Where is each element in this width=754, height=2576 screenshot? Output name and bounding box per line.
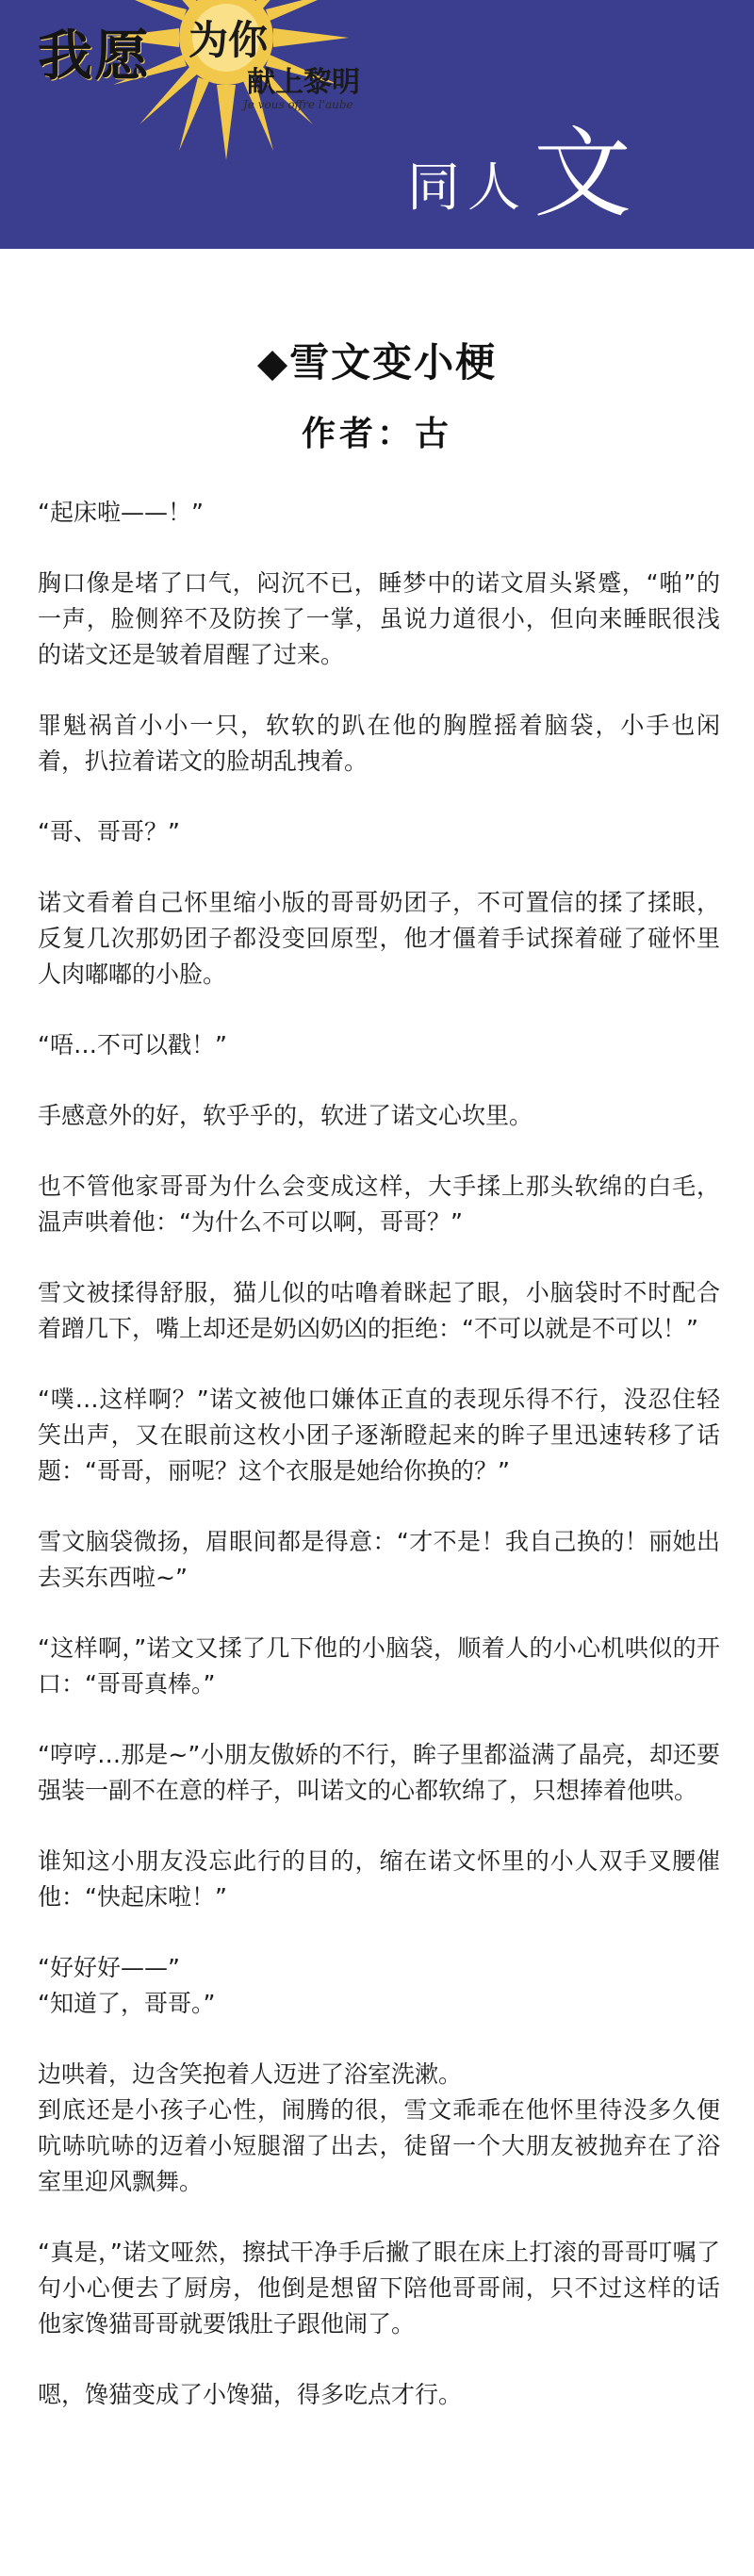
header-banner [0,0,754,249]
category-label-small: 同人 [407,157,528,219]
paragraph: 手感意外的好，软乎乎的，软进了诺文心坎里。 [38,1102,533,1129]
article-author: 作者：古 [301,415,452,453]
article-title: ◆雪文变小梗 [256,339,498,386]
paragraph: 雪文被揉得舒服，猫儿似的咕噜着眯起了眼，小脑袋时不时配合着蹭几下，嘴上却还是奶凶奶凶的拒绝：“不可以就是不可以！” [38,1279,720,1342]
paragraph: “好好好——” “知道了，哥哥。” [38,1954,216,2017]
paragraph: “噗…这样啊？”诺文被他口嫌体正直的表现乐得不行，没忍住轻笑出声，又在眼前这枚小团子逐渐瞪起来的眸子里迅速转移了话题：“哥哥，丽呢？这个衣服是她给你换的？” [38,1386,720,1485]
paragraph: 罪魁祸首小小一只，软软的趴在他的胸膛摇着脑袋，小手也闲着，扒拉着诺文的脸胡乱拽着。 [38,712,720,775]
paragraph: 胸口像是堵了口气，闷沉不已，睡梦中的诺文眉头紧蹙，“啪”的一声，脸侧猝不及防挨了一掌，虽说力道很小，但向来睡眠很浅的诺文还是皱着眉醒了过来。 [38,569,720,668]
logo-main-text: 我愿 [38,24,152,88]
paragraph: “这样啊，”诺文又揉了几下他的小脑袋，顺着人的小心机哄似的开口：“哥哥真棒。” [38,1634,720,1698]
paragraph: 雪文脑袋微扬，眉眼间都是得意：“才不是！我自己换的！丽她出去买东西啦~” [38,1528,720,1591]
logo-weini-text: 为你 [188,17,269,63]
logo-subtitle: 献上黎明 [247,66,360,99]
paragraph: 谁知这小朋友没忘此行的目的，缩在诺文怀里的小人双手叉腰催他：“快起床啦！” [38,1847,720,1911]
paragraph: “哼哼…那是~”小朋友傲娇的不行，眸子里都溢满了晶亮，却还要强装一副不在意的样子，叫诺文的心都软绵了，只想捧着他哄。 [38,1741,720,1804]
paragraph: 边哄着，边含笑抱着人迈进了浴室洗漱。 到底还是小孩子心性，闹腾的很，雪文乖乖在他怀里待没多久便吭哧吭哧的迈着小短腿溜了出去，徒留一个大朋友被抛弃在了浴室里迎风飘舞。 [38,2060,720,2195]
paragraph: “唔…不可以戳！” [38,1031,227,1058]
paragraph: “起床啦——！” [38,499,204,526]
paragraph: 也不管他家哥哥为什么会变成这样，大手揉上那头软绵的白毛，温声哄着他：“为什么不可以啊，哥哥？” [38,1173,720,1236]
paragraph: 诺文看着自己怀里缩小版的哥哥奶团子，不可置信的揉了揉眼，反复几次那奶团子都没变回原型，他才僵着手试探着碰了碰怀里人肉嘟嘟的小脸。 [38,889,720,988]
paragraph: “哥、哥哥？” [38,818,180,845]
category-label-big: 文 [533,116,631,231]
paragraph: 嗯，馋猫变成了小馋猫，得多吃点才行。 [38,2381,463,2408]
article-body [38,495,720,2413]
paragraph: “真是，”诺文哑然，擦拭干净手后撇了眼在床上打滚的哥哥叮嘱了句小心便去了厨房，他倒是想留下陪他哥哥闹，只不过这样的话他家馋猫哥哥就要饿肚子跟他闹了。 [38,2239,720,2338]
logo-french-text: Je vous offre l'aube [243,98,353,111]
